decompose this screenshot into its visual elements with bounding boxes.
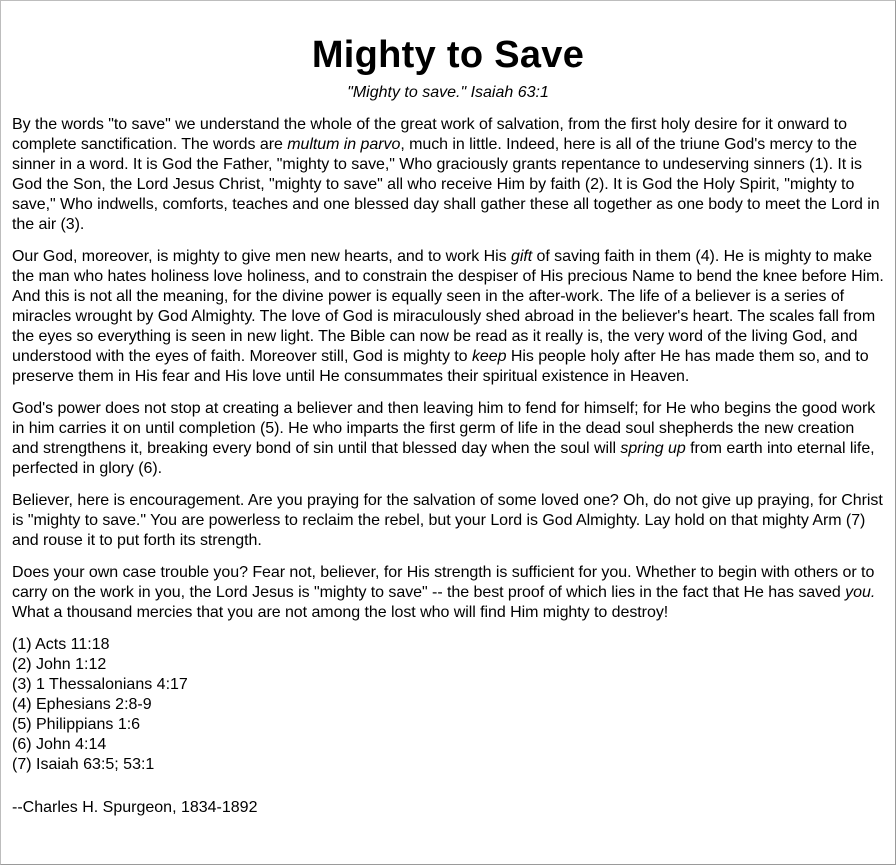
reference-item: (6) John 4:14 <box>12 736 107 753</box>
emphasis-text: spring up <box>620 440 686 457</box>
paragraph-text: God's power does not stop at creating a believer and then leaving him to fend for himself; for He who begins the good work in him carries it on until completion (5). He who imparts the first germ of life in the dead soul shepherds the new creation and strengthens it, breaking every bond of sin until that blessed day when the soul will <box>12 400 876 457</box>
page-title: Mighty to Save <box>311 34 585 76</box>
paragraph-text: Our God, moreover, is mighty to give men new hearts, and to work His <box>12 248 511 265</box>
paragraph-3 <box>12 399 884 479</box>
reference-item: (1) Acts 11:18 <box>12 636 110 653</box>
reference-list <box>12 635 884 775</box>
author-signature: --Charles H. Spurgeon, 1834-1892 <box>12 799 258 816</box>
paragraph-text: from earth into eternal life, perfected in glory (6). <box>12 440 875 477</box>
emphasis-text: keep <box>471 348 507 365</box>
paragraph-1 <box>12 115 884 235</box>
paragraph-5 <box>12 563 884 623</box>
paragraph-text: of saving faith in them (4). He is mighty to make the man who hates holiness love holiness, and to constrain the despiser of His precious Name to bend the knee before Him. And this is not all the meaning, for the divine power is equally seen in the after-work. The life of a believer is a series of miracles wrought by God Almighty. The love of God is miraculously shed abroad in the believer's heart. The scales fall from the eyes so everything is seen in new light. The Bible can now be read as it really is, the very word of the living God, and understood with the eyes of faith. Moreover still, God is mighty to <box>12 248 884 365</box>
reference-item: (5) Philippians 1:6 <box>12 716 141 733</box>
paragraph-text: Does your own case trouble you? Fear not, believer, for His strength is sufficient for you. Whether to begin with others or to carry on the work in you, the Lord Jesus is "mighty to save" -- the best proof of which lies in the fact that He has saved <box>12 564 875 601</box>
scripture-subtitle: "Mighty to save." Isaiah 63:1 <box>347 84 549 101</box>
paragraph-text: , much in little. Indeed, here is all of the triune God's mercy to the sinner in a word. It is God the Father, "mighty to save," Who graciously grants repentance to undeserving sinners (1). It is God the Son, the Lord Jesus Christ, "mighty to save" all who receive Him by faith (2). It is God the Holy Spirit, "mighty to save," Who indwells, comforts, teaches and one blessed day shall gather these all together as one body to meet the Lord in the air (3). <box>12 136 880 233</box>
emphasis-text: gift <box>510 248 533 265</box>
paragraph-2 <box>12 247 884 387</box>
reference-item: (2) John 1:12 <box>12 656 107 673</box>
reference-item: (7) Isaiah 63:5; 53:1 <box>12 756 155 773</box>
reference-item: (3) 1 Thessalonians 4:17 <box>12 676 188 693</box>
document-page <box>12 30 884 818</box>
paragraph-text: By the words "to save" we understand the whole of the great work of salvation, from the first holy desire for it onward to complete sanctification. The words are <box>12 116 848 153</box>
emphasis-text: you. <box>845 584 876 601</box>
paragraph-4 <box>12 491 884 551</box>
reference-item: (4) Ephesians 2:8-9 <box>12 696 152 713</box>
paragraph-text: His people holy after He has made them so, and to preserve them in His fear and His love until He consummates their spiritual existence in Heaven. <box>12 348 869 385</box>
emphasis-text: multum in parvo <box>287 136 401 153</box>
paragraph-text: What a thousand mercies that you are not among the lost who will find Him mighty to destroy! <box>12 604 669 621</box>
paragraph-text: Believer, here is encouragement. Are you praying for the salvation of some loved one? Oh, do not give up praying, for Christ is "mighty to save." You are powerless to reclaim the rebel, but your Lord is God Almighty. Lay hold on that mighty Arm (7) and rouse it to put forth its strength. <box>12 492 883 549</box>
